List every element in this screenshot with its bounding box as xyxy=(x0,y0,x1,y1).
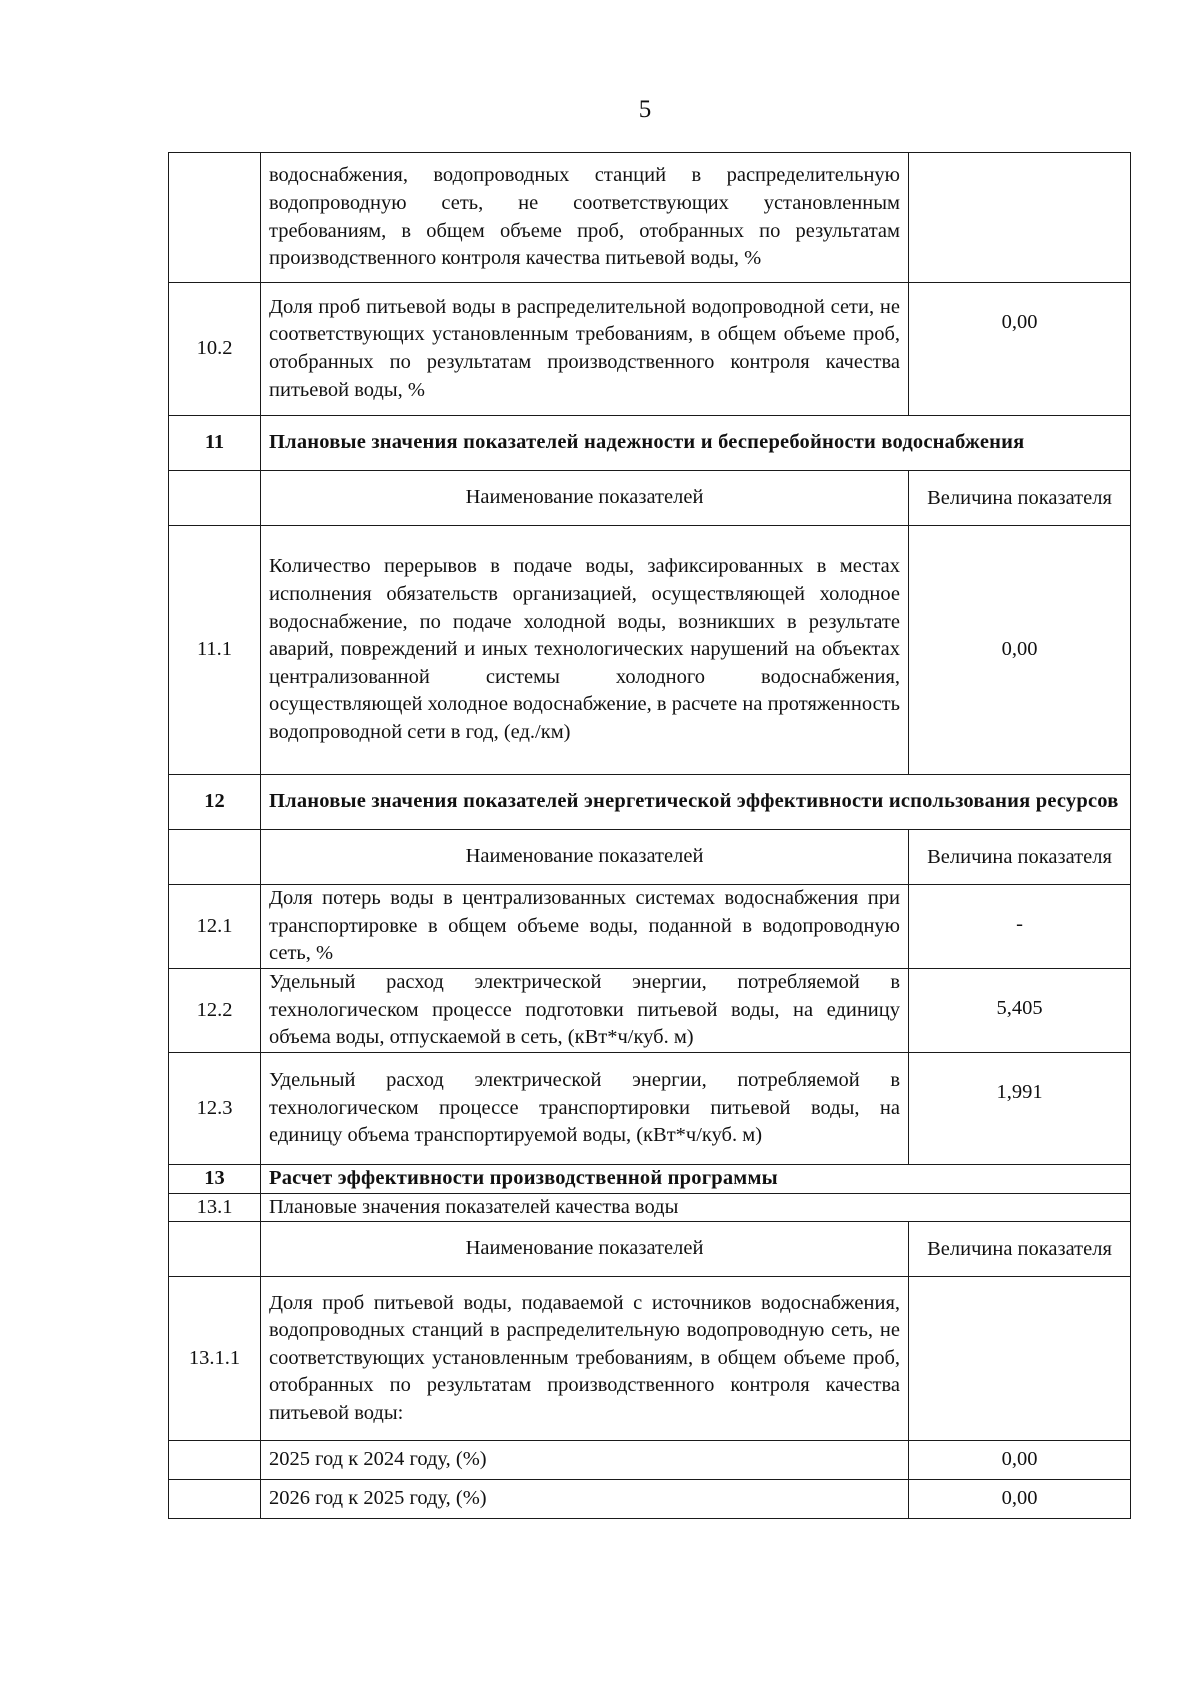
indicator-name: Количество перерывов в подаче воды, зафиксированных в местах исполнения обязательств организацией, осуществляющей холодное водоснабжение, по подаче холодной воды, возникших в результате аварий, повреждений и иных технологических нарушений на объектах централизованной системы холодного водоснабжения, осуществляющей холодное водоснабжение, в расчете на протяженность водопроводной сети в год, (ед./км) xyxy=(261,526,909,775)
indicator-group-name: Плановые значения показателей качества воды xyxy=(261,1193,1131,1222)
section-row xyxy=(169,416,1131,471)
table-row xyxy=(169,1441,1131,1480)
table-row xyxy=(169,1193,1131,1222)
page-number: 5 xyxy=(638,96,652,123)
table-row xyxy=(169,969,1131,1053)
header-name: Наименование показателей xyxy=(261,830,909,885)
table-row xyxy=(169,526,1131,775)
indicator-name: 2025 год к 2024 году, (%) xyxy=(261,1441,909,1480)
indicator-value: 0,00 xyxy=(909,1480,1131,1519)
header-row xyxy=(169,830,1131,885)
header-name: Наименование показателей xyxy=(261,1222,909,1277)
row-number: 10.2 xyxy=(169,283,261,416)
indicator-value xyxy=(909,1277,1131,1441)
indicator-name: Доля потерь воды в централизованных системах водоснабжения при транспортировке в общем объеме воды, поданной в водопроводную сеть, % xyxy=(261,885,909,969)
indicator-name: водоснабжения, водопроводных станций в распределительную водопроводную сеть, не соответствующих установленным требованиям, в общем объеме проб, отобранных по результатам производственного контроля качества питьевой воды, % xyxy=(261,153,909,283)
row-number: 13.1.1 xyxy=(169,1277,261,1441)
row-number: 12.1 xyxy=(169,885,261,969)
section-row xyxy=(169,775,1131,830)
row-number xyxy=(169,153,261,283)
indicator-name: 2026 год к 2025 году, (%) xyxy=(261,1480,909,1519)
indicator-value: 1,991 xyxy=(909,1053,1131,1165)
header-value: Величина показателя xyxy=(909,830,1131,885)
table-row xyxy=(169,1277,1131,1441)
header-row xyxy=(169,471,1131,526)
table-row xyxy=(169,153,1131,283)
indicators-table xyxy=(168,152,1131,1519)
indicator-value: - xyxy=(909,885,1131,969)
header-row xyxy=(169,1222,1131,1277)
header-name: Наименование показателей xyxy=(261,471,909,526)
table-row xyxy=(169,885,1131,969)
header-value: Величина показателя xyxy=(909,471,1131,526)
header-empty-cell xyxy=(169,471,261,526)
section-title: Плановые значения показателей энергетической эффективности использования ресурсов xyxy=(261,775,1131,830)
row-number xyxy=(169,1480,261,1519)
section-row xyxy=(169,1165,1131,1194)
row-number: 11.1 xyxy=(169,526,261,775)
row-number xyxy=(169,1441,261,1480)
indicator-value: 0,00 xyxy=(909,1441,1131,1480)
section-title: Плановые значения показателей надежности и бесперебойности водоснабжения xyxy=(261,416,1131,471)
section-number: 12 xyxy=(169,775,261,830)
section-title: Расчет эффективности производственной программы xyxy=(261,1165,1131,1194)
table-row xyxy=(169,283,1131,416)
table-row xyxy=(169,1480,1131,1519)
indicator-value xyxy=(909,153,1131,283)
row-number: 13.1 xyxy=(169,1193,261,1222)
indicator-value: 5,405 xyxy=(909,969,1131,1053)
section-number: 13 xyxy=(169,1165,261,1194)
indicator-value: 0,00 xyxy=(909,283,1131,416)
section-number: 11 xyxy=(169,416,261,471)
indicator-name: Доля проб питьевой воды, подаваемой с источников водоснабжения, водопроводных станций в распределительную водопроводную сеть, не соответствующих установленным требованиям, в общем объеме проб, отобранных по результатам производственного контроля качества питьевой воды: xyxy=(261,1277,909,1441)
row-number: 12.3 xyxy=(169,1053,261,1165)
indicator-name: Удельный расход электрической энергии, потребляемой в технологическом процессе подготовки питьевой воды, на единицу объема воды, отпускаемой в сеть, (кВт*ч/куб. м) xyxy=(261,969,909,1053)
table-row xyxy=(169,1053,1131,1165)
row-number: 12.2 xyxy=(169,969,261,1053)
header-empty-cell xyxy=(169,1222,261,1277)
indicator-name: Удельный расход электрической энергии, потребляемой в технологическом процессе транспортировки питьевой воды, на единицу объема транспортируемой воды, (кВт*ч/куб. м) xyxy=(261,1053,909,1165)
indicator-value: 0,00 xyxy=(909,526,1131,775)
header-empty-cell xyxy=(169,830,261,885)
indicator-name: Доля проб питьевой воды в распределительной водопроводной сети, не соответствующих установленным требованиям, в общем объеме проб, отобранных по результатам производственного контроля качества питьевой воды, % xyxy=(261,283,909,416)
header-value: Величина показателя xyxy=(909,1222,1131,1277)
